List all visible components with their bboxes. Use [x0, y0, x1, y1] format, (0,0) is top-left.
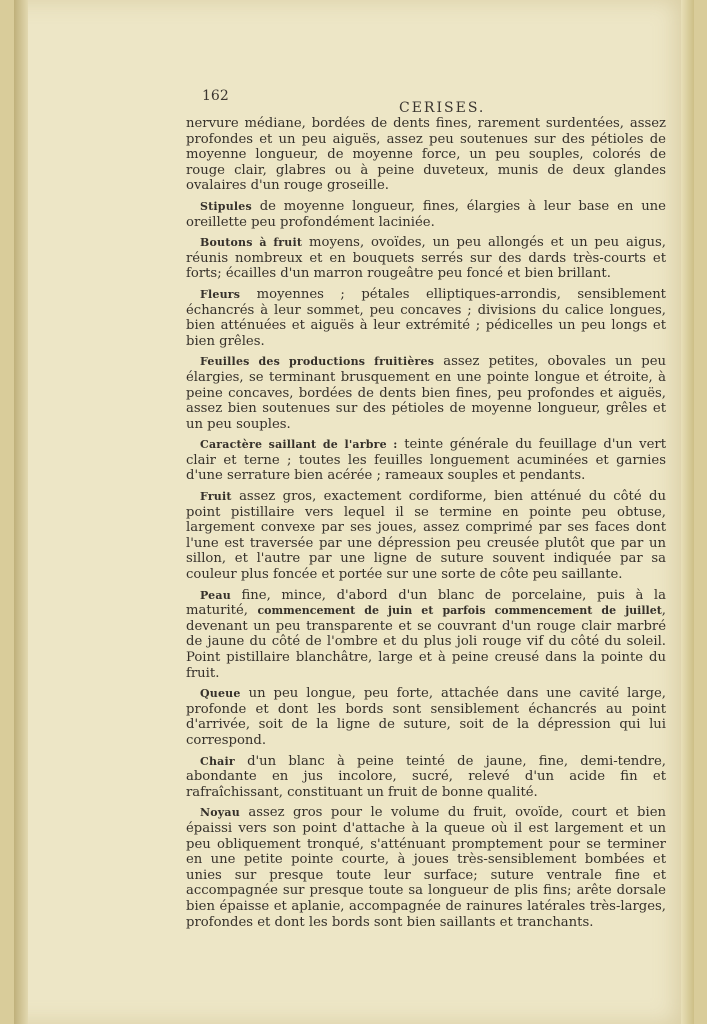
term-fruit: Fruit	[200, 490, 232, 504]
paragraph-text: teinte générale du feuillage d'un vert clair et terne ; toutes les feuilles longuement acuminées et garnies d'une serrature bien acérée ; rameaux souples et pendants.	[186, 437, 666, 484]
term-chair: Chair	[200, 754, 235, 768]
term-boutons: Boutons à fruit	[200, 236, 303, 250]
paragraph-fruit	[186, 489, 666, 583]
paragraph-queue	[186, 686, 666, 748]
paragraph-text: d'un blanc à peine teinté de jaune, fine, demi-tendre, abondante en jus incolore, sucré, relevé d'un acide fin et rafraîchissant, constituant un fruit de bonne qualité.	[186, 753, 666, 800]
term-stipules: Stipules	[200, 199, 252, 213]
page-gutter	[14, 0, 28, 1024]
paragraph-text-after: , devenant un peu transparente et se couvrant d'un rouge clair marbré de jaune du côté de l'ombre et du plus joli rouge vif du côté du soleil. Point pistillaire blanchâtre, large et à peine creusé dans la pointe du fruit.	[186, 603, 666, 681]
paragraph-text: nervure médiane, bordées de dents fines, rarement surdentées, assez profondes et un peu aiguës, assez peu soutenues sur des pétioles de moyenne longueur, de moyenne force, un peu souples, colorés de rouge clair, glabres ou à peine duveteux, munis de deux glandes ovalaires d'un rouge groseille.	[186, 116, 666, 194]
page-edge	[681, 0, 694, 1024]
paragraph-fleurs	[186, 287, 666, 349]
book-page	[14, 0, 694, 1024]
paragraph-feuilles	[186, 354, 666, 432]
maturity-period: commencement de juin et parfois commencement de juillet	[257, 604, 662, 618]
paragraph-stipules	[186, 199, 666, 230]
paragraph-chair	[186, 754, 666, 801]
term-caractere: Caractère saillant de l'arbre :	[200, 438, 398, 452]
paragraph-text: assez gros pour le volume du fruit, ovoïde, court et bien épaissi vers son point d'attache à la queue où il est largement et un peu obliquement tronqué, s'atténuant promptement pour se terminer en une petite pointe courte, à joues très-sensiblement bombées et unies sur presque toute leur surface; suture ventrale fine et accompagnée sur presque toute sa longueur de plis fins; arête dorsale bien épaisse et aplanie, accompagnée de rainures latérales très-larges, profondes et dont les bords sont bien saillants et tranchants.	[186, 805, 666, 930]
term-noyau: Noyau	[200, 806, 240, 820]
term-feuilles: Feuilles des productions fruitières	[200, 355, 435, 369]
paragraph-text: assez petites, obovales un peu élargies, se terminant brusquement en une pointe longue et étroite, à peine concaves, bordées de dents bien fines, peu profondes et aiguës, assez bien soutenues sur des pétioles de moyenne longueur, grêles et un peu souples.	[186, 354, 666, 432]
paragraph-leaf-continuation	[186, 116, 666, 194]
term-peau: Peau	[200, 588, 231, 602]
paragraph-boutons	[186, 235, 666, 282]
paragraph-caractere	[186, 437, 666, 484]
page-header	[14, 82, 694, 116]
body-text	[186, 116, 666, 935]
paragraph-text: moyens, ovoïdes, un peu allongés et un peu aigus, réunis nombreux et en bouquets serrés sur des dards très-courts et forts; écailles d'un marron rougeâtre peu foncé et bien brillant.	[186, 235, 666, 282]
paragraph-text: fine, mince, d'abord d'un blanc de porcelaine, puis à la maturité,	[186, 587, 666, 619]
page-number: 162	[202, 88, 229, 104]
paragraph-text: moyennes ; pétales elliptiques-arrondis, sensiblement échancrés à leur sommet, peu concaves ; divisions du calice longues, bien atténuées et aiguës à leur extrémité ; pédicelles un peu longs et bien grêles.	[186, 286, 666, 349]
term-fleurs: Fleurs	[200, 287, 241, 301]
paragraph-text: un peu longue, peu forte, attachée dans une cavité large, profonde et dont les bords sont sensiblement échancrés au point d'arrivée, soit de la ligne de suture, soit de la dépression qui lui correspond.	[186, 686, 666, 748]
paragraph-peau	[186, 588, 666, 682]
paragraph-text: de moyenne longueur, fines, élargies à leur base en une oreillette peu profondément laciniée.	[186, 198, 666, 230]
term-queue: Queue	[200, 687, 241, 701]
paragraph-noyau	[186, 805, 666, 930]
paragraph-text: assez gros, exactement cordiforme, bien atténué du côté du point pistillaire vers lequel il se termine en pointe peu obtuse, largement convexe par ses joues, assez comprimé par ses faces dont l'une est traversée par une dépression peu creusée plutôt que par un sillon, et l'autre par une ligne de suture souvent indiquée par sa couleur plus foncée et portée sur une sorte de côte peu saillante.	[186, 489, 666, 583]
running-title: CERISES.	[399, 100, 486, 116]
